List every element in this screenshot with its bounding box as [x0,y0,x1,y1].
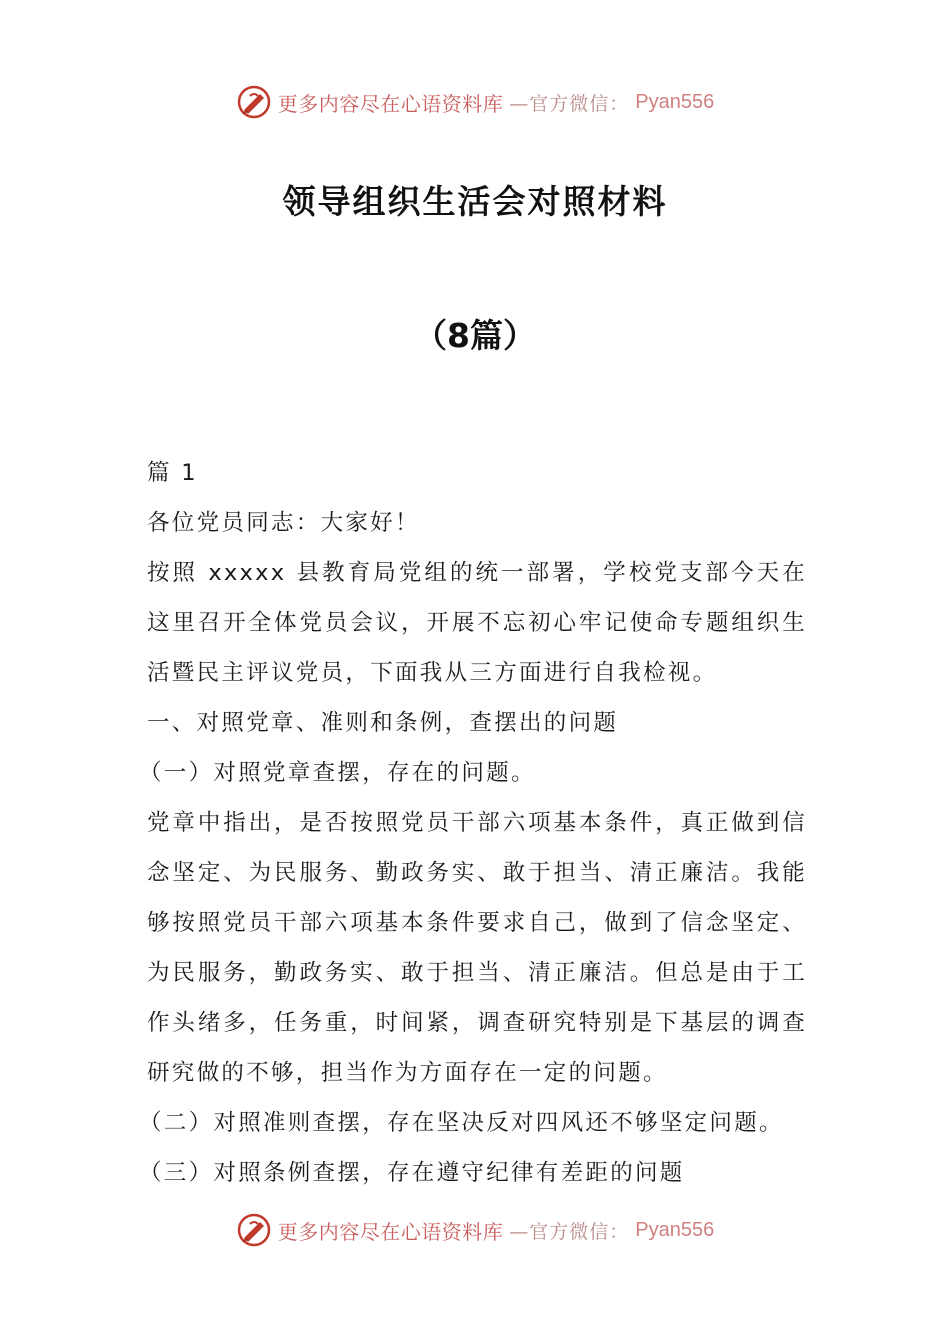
watermark-main-text: 更多内容尽在心语资料库 [277,1219,504,1244]
document-subtitle: （8篇） [414,316,536,355]
pen-logo-icon [236,1212,272,1248]
pen-logo-icon [236,84,272,120]
subsection-heading: （二）对照准则查摆，存在坚决反对四风还不够坚定问题。 [139,1110,784,1136]
watermark-main-text: 更多内容尽在心语资料库 [277,91,504,116]
subsection-heading: （一）对照党章查摆，存在的问题。 [139,760,536,786]
section-heading: 一、对照党章、准则和条例，查摆出的问题 [147,710,619,736]
watermark-wechat-id: Pyan556 [635,1218,715,1241]
body-paragraph: 党章中指出，是否按照党员干部六项基本条件，真正做到信念坚定、为民服务、勤政务实、敢于担当、清正廉洁。我能够按照党员干部六项基本条件要求自己，做到了信念坚定、为民服务，勤政务实、敢于担当、清正廉洁。但总是由于工作头绪多，任务重，时间紧，调查研究特别是下基层的调查研究做的不够，担当作为方面存在一定的问题。 [147,810,807,1086]
greeting: 各位党员同志：大家好！ [147,510,420,536]
document-body [139,448,807,1198]
body-paragraph: 按照 xxxxx 县教育局党组的统一部署，学校党支部今天在这里召开全体党员会议，开展不忘初心牢记使命专题组织生活暨民主评议党员，下面我从三方面进行自我检视。 [147,560,807,686]
subsection-heading: （三）对照条例查摆，存在遵守纪律有差距的问题 [139,1160,685,1186]
watermark-sub-text: —官方微信： [509,92,630,115]
watermark-banner-top [0,82,950,122]
watermark-wechat-id: Pyan556 [635,90,715,113]
watermark-banner-bottom [0,1210,950,1250]
section-label: 篇 1 [147,460,198,486]
document-title: 领导组织生活会对照材料 [282,182,668,221]
watermark-sub-text: —官方微信： [509,1220,630,1243]
